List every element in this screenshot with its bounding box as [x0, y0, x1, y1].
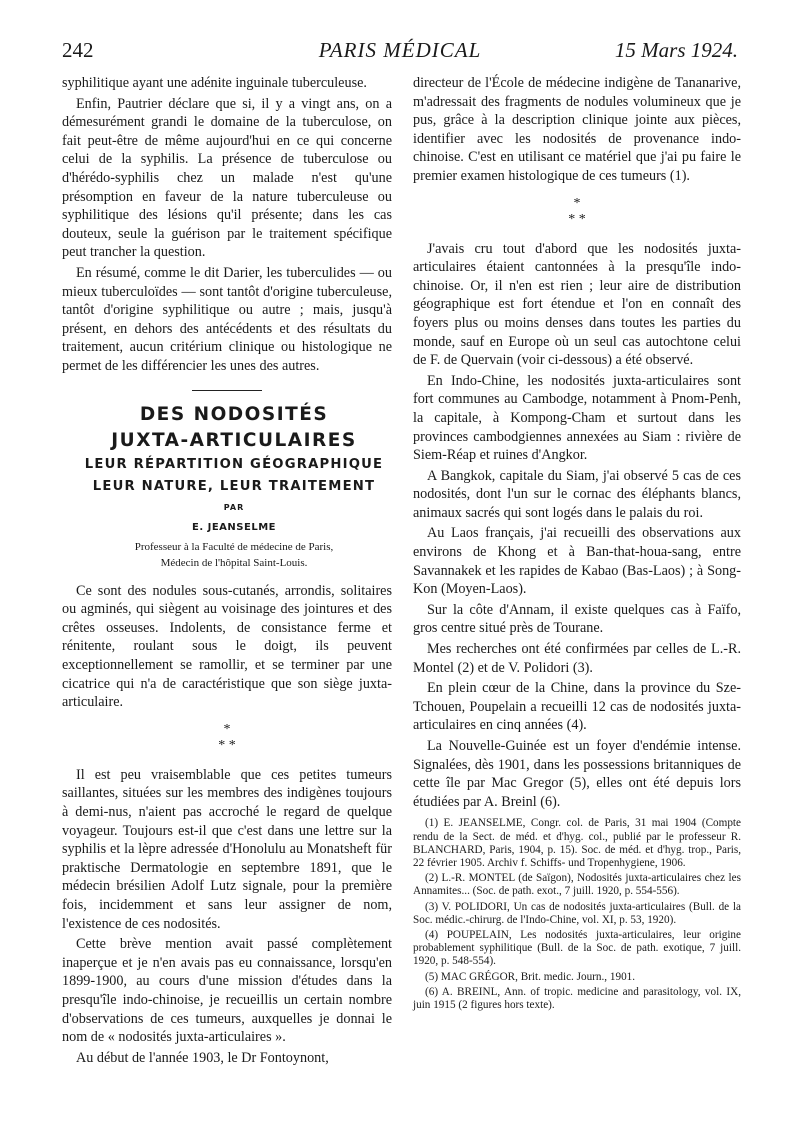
right-column	[413, 74, 741, 1014]
paragraph: Mes recherches ont été confirmées par celles de L.-R. Montel (2) et de V. Polidori (3).	[413, 641, 741, 676]
page-header	[62, 38, 738, 68]
asterism-bottom: * *	[568, 211, 586, 227]
author-name: E. JEANSELME	[192, 522, 276, 534]
paragraph: Ce sont des nodules sous-cutanés, arrondis, solitaires ou agminés, qui siègent au voisinage des jointures et des crêtes osseuses. Indolents, de consistance ferme et rénitente, roulant sous le doigt, ils peuvent exceptionnellement se ramollir, et se terminer par une cicatrice qui n'a de caractéristique que son siège juxta-articulaire.	[62, 582, 392, 711]
author-affiliation-1: Professeur à la Faculté de médecine de Paris,	[134, 540, 334, 553]
paragraph: En résumé, comme le dit Darier, les tuberculides — ou mieux tuberculoïdes — sont tantôt d'origine tuberculeuse, tantôt d'origine syphilitique ou autre ; mais, jusqu'à présent, en dehors des antécédents et des résultats du traitement, aucun critérium clinique ou histologique ne permet de les différencier les unes des autres.	[62, 264, 392, 374]
article-title-line-1: DES NODOSITÉS	[139, 403, 329, 425]
page-number: 242	[62, 38, 94, 62]
paragraph: Enfin, Pautrier déclare que si, il y a vingt ans, on a démesurément grandi le domaine de la tuberculose, on fait peut-être de même aujourd'hui en ce qui concerne celui de la syphilis. La présence de tuberculose ou d'hérédo-syphilis chez un malade n'est qu'une présomption en faveur de la nature tuberculeuse ou syphilitique des lésions qu'il présente; dans les cas douteux, seule la guérison par le traitement spécifique peut trancher la question.	[62, 95, 392, 261]
asterism-top: *	[223, 721, 231, 737]
paragraph: A Bangkok, capitale du Siam, j'ai observé 5 cas de ces nodosités, dont l'un sur le cornac des éléphants blancs, animaux sacrés qui sont logés dans le palais du roi.	[413, 467, 741, 521]
paragraph: La Nouvelle-Guinée est un foyer d'endémie intense. Signalées, dès 1901, dans les possessions britanniques de cette île par Mac Gregor (5), elles ont été depuis lors étudiées par A. Breinl (6).	[413, 738, 741, 810]
author-affiliation-2: Médecin de l'hôpital Saint-Louis.	[160, 556, 308, 569]
paragraph: En Indo-Chine, les nodosités juxta-articulaires sont fort communes au Cambodge, notamment à Pnom-Penh, la capitale, à Kompong-Cham et surtout dans les provinces cambodgiennes annexées au Siam : rivière de Siem-Réap et ruines d'Angkor.	[413, 372, 741, 464]
paragraph: J'avais cru tout d'abord que les nodosités juxta-articulaires étaient cantonnées à la presqu'île indo-chinoise. Or, il n'en est rien ; leur aire de distribution géographique est fort étendue et l'on en connaît des foyers plus ou moins denses dans toutes les parties du monde, sauf en Europe où un seul cas autochtone celui de F. de Quervain (voir ci-dessous) a été observé.	[413, 240, 741, 369]
footnote: (4) POUPELAIN, Les nodosités juxta-articulaires, leur origine probablement syphilitique (Bull. de la Soc. de path. exotique, 7 juill. 1920, p. 548-554).	[413, 929, 741, 968]
footnotes	[413, 817, 741, 1012]
paragraph: Il est peu vraisemblable que ces petites tumeurs saillantes, situées sur les membres des indigènes toujours à demi-nus, n'aient pas accroché le regard de quelque voyageur. Toujours est-il que c'est dans une lettre sur la syphilis et la lèpre adressée d'Honolulu au Monatsheft für praktische Dermatologie en septembre 1891, que le médecin brésilien Adolf Lutz signale, pour la première fois, incidemment et sans leur assigner de nom, l'existence de ces nodosités.	[62, 766, 392, 932]
asterism-separator	[413, 196, 741, 228]
left-column	[62, 74, 392, 1069]
paragraph: Au Laos français, j'ai recueilli des observations aux environs de Khong et à Ban-that-houa-sang, entre Savannakek et les rapides de Kabao (Bas-Laos) ; à Song-Kon (Moyen-Laos).	[413, 525, 741, 598]
journal-title: PARIS MÉDICAL	[318, 38, 482, 62]
issue-date: 15 Mars 1924.	[614, 38, 738, 62]
footnote: (2) L.-R. MONTEL (de Saïgon), Nodosités juxta-articulaires chez les Annamites... (Soc. de path. exot., 7 juill. 1920, p. 554-556).	[413, 872, 741, 898]
asterism-separator	[62, 722, 392, 754]
footnote: (5) MAC GRÉGOR, Brit. medic. Journ., 1901.	[425, 970, 636, 983]
paragraph: directeur de l'École de médecine indigène de Tananarive, m'adressait des fragments de nodules volumineux que je pus, grâce à la description clinique jointe aux pièces, identifier avec les nodosités de provenance indo-chinoise. C'est en utilisant ce matériel que j'ai pu faire le premier examen histologique de ces tumeurs (1).	[413, 75, 741, 184]
asterism-bottom: * *	[218, 737, 236, 753]
article-title-line-2: JUXTA-ARTICULAIRES	[111, 429, 357, 451]
article-subtitle-line-2: LEUR NATURE, LEUR TRAITEMENT	[92, 478, 376, 494]
footnote: (6) A. BREINL, Ann. of tropic. medicine and parasitology, vol. IX, juin 1915 (2 figures hors texte).	[413, 985, 741, 1012]
article-subtitle-line-1: LEUR RÉPARTITION GÉOGRAPHIQUE	[84, 456, 384, 472]
paragraph: syphilitique ayant une adénite inguinale tuberculeuse.	[62, 75, 367, 91]
asterism-top: *	[573, 195, 581, 211]
footnote: (1) E. JEANSELME, Congr. col. de Paris, 31 mai 1904 (Compte rendu de la Sect. de méd. et d'hyg. col., publié par le professeur R. BLANCHARD, Paris, 1904, p. 15). Soc. de méd. et d'hyg. trop., Paris, 22 février 1905. Archiv f. Schiffs- und Tropenhygiene, 1906.	[413, 817, 741, 869]
section-divider	[192, 390, 262, 391]
paragraph: Au début de l'année 1903, le Dr Fontoynont,	[76, 1049, 329, 1066]
paragraph: Cette brève mention avait passé complètement inaperçue et je n'en avais pas eu connaissance, lorsqu'en 1899-1900, au cours d'une mission d'études dans la presqu'île indo-chinoise, je recueillis un certain nombre d'observations de ces tumeurs, auxquelles je donnai le nom de « nodosités juxta-articulaires ».	[62, 936, 392, 1046]
byline: PAR	[223, 502, 245, 512]
paragraph: Sur la côte d'Annam, il existe quelques cas à Faïfo, gros centre situé près de Tourane.	[413, 601, 741, 637]
footnote: (3) V. POLIDORI, Un cas de nodosités juxta-articulaires (Bull. de la Soc. médic.-chirurg. de l'Indo-Chine, vol. XI, p. 53, 1920).	[413, 900, 741, 926]
paragraph: En plein cœur de la Chine, dans la province du Sze-Tchouen, Poupelain a recueilli 12 cas de nodosités juxta-articulaires en cinq années (4).	[413, 680, 741, 734]
